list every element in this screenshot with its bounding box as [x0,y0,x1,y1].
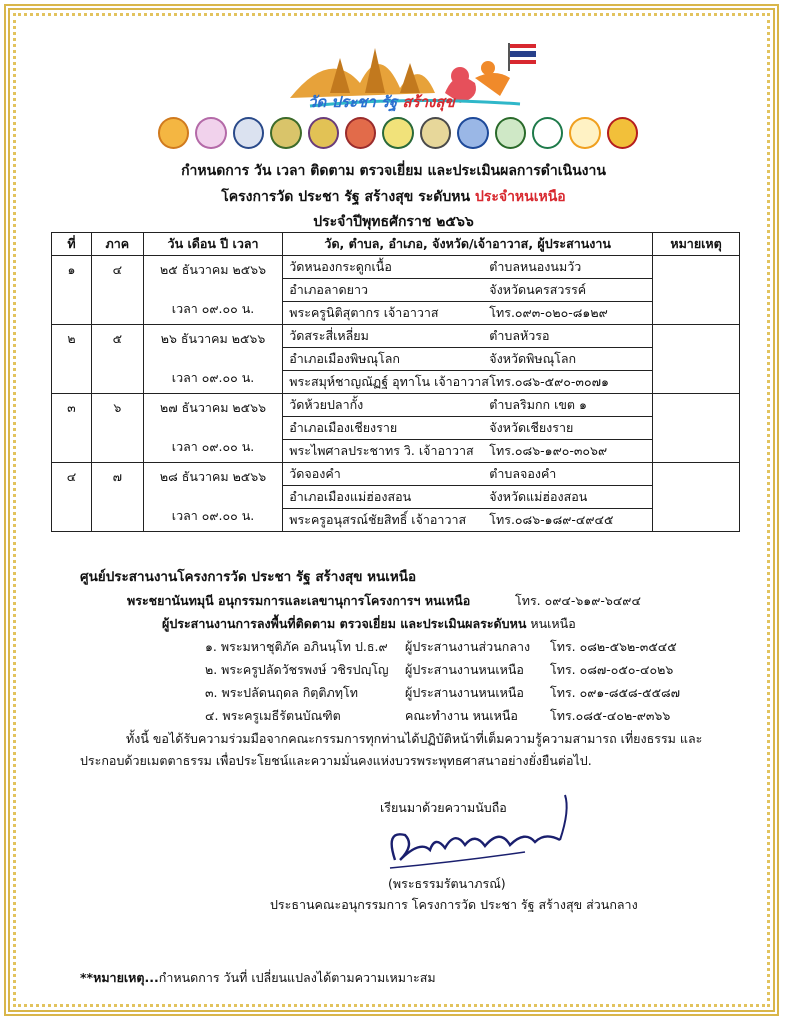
row-location-cell [283,256,653,325]
row-remark [653,394,740,463]
row-region: ๖ [91,394,143,463]
district: อำเภอเมืองเชียงราย [289,420,398,435]
footnote-text: กำหนดการ วันที่ เปลี่ยนแปลงได้ตามความเหมาะสม [158,970,436,985]
coordinator-name: ๓. พระปลัดนฤดล กิตฺติภทฺโท [205,685,358,700]
header-no: ที่ [52,233,92,256]
coordinator-phone: โทร. ๐๘๒-๕๖๒-๓๕๔๕ [550,639,677,654]
seal-logo [308,117,339,149]
logo-text [308,90,455,114]
logo-text-part1: วัด ประชา รัฐ [308,93,398,111]
temple-name: วัดหนองกระดูกเนื้อ [289,259,392,274]
seal-logo [382,117,413,149]
row-no: ๔ [52,463,92,532]
coordinator-heading-bold: ผู้ประสานงานการลงพื้นที่ติดตาม ตรวจเยี่ยม และประเมินผลระดับหน [162,616,527,631]
subdistrict: ตำบลหัวรอ [489,328,550,343]
row-no: ๑ [52,256,92,325]
table-row [52,325,740,394]
phone: โทร.๐๘๖-๑๘๙-๔๙๔๕ [489,512,614,527]
coordinator-heading-suffix: หนเหนือ [530,616,576,631]
secretary-line: พระชยานันทมุนี อนุกรรมการและเลขานุการโครงการฯ หนเหนือ [127,593,471,608]
province: จังหวัดพิษณุโลก [489,351,577,366]
phone: โทร.๐๘๖-๕๙๐-๓๐๗๑ [489,374,609,389]
row-date-cell [143,325,283,394]
row-date: ๒๘ ธันวาคม ๒๕๖๖ [159,469,267,484]
abbot: พระไพศาลประชาทร วิ. เจ้าอาวาส [289,443,474,458]
abbot: พระสมุห์ชาญณัฏฐ์ อุทาโน เจ้าอาวาส [289,374,489,389]
row-date-cell [143,463,283,532]
row-time: เวลา ๐๙.๐๐ น. [171,508,255,523]
row-date: ๒๖ ธันวาคม ๒๕๖๖ [160,331,266,346]
seal-logo [195,117,226,149]
row-remark [653,325,740,394]
row-location-cell [283,463,653,532]
temple-name: วัดสระสี่เหลี่ยม [289,328,369,343]
row-date: ๒๗ ธันวาคม ๒๕๖๖ [160,400,267,415]
coordinator-role: คณะทำงาน หนเหนือ [405,708,518,723]
doc-title-line1: กำหนดการ วัน เวลา ติดตาม ตรวจเยี่ยม และประเมินผลการดำเนินงาน [181,163,606,179]
coordinator-role: ผู้ประสานงานส่วนกลาง [405,639,531,654]
coordinator-phone: โทร.๐๘๕-๔๐๒-๙๓๖๖ [550,708,671,723]
header-remark: หมายเหตุ [653,233,740,256]
table-row [52,256,740,325]
row-region: ๕ [91,325,143,394]
row-time: เวลา ๐๙.๐๐ น. [171,439,255,454]
coordinator-phone: โทร. ๐๘๗-๐๕๐-๔๐๒๖ [550,662,674,677]
row-location-cell [283,325,653,394]
subdistrict: ตำบลจองคำ [489,466,557,481]
seal-logo [345,117,376,149]
header-location: วัด, ตำบล, อำเภอ, จังหวัด/เจ้าอาวาส, ผู้ประสานงาน [283,233,653,256]
row-location-cell [283,394,653,463]
doc-title-line3: ประจำปีพุทธศักราช ๒๕๖๖ [313,214,474,230]
center-title: ศูนย์ประสานงานโครงการวัด ประชา รัฐ สร้างสุข หนเหนือ [80,569,417,585]
row-date-cell [143,256,283,325]
respect-line: เรียนมาด้วยความนับถือ [380,800,507,815]
province: จังหวัดเชียงราย [489,420,574,435]
phone: โทร.๐๙๓-๐๒๐-๘๑๒๙ [489,305,608,320]
seal-logo [532,117,563,149]
doc-title-line2 [0,186,787,208]
row-date-cell [143,394,283,463]
row-remark [653,256,740,325]
coordinator-phone: โทร. ๐๙๑-๘๕๘-๕๕๘๗ [550,685,681,700]
abbot: พระครูอนุสรณ์ชัยสิทธิ์ เจ้าอาวาส [289,512,467,527]
doc-title-line2-prefix: โครงการวัด ประชา รัฐ สร้างสุข ระดับหน [221,189,471,205]
row-time: เวลา ๐๙.๐๐ น. [171,370,255,385]
footnote [80,968,436,988]
row-region: ๔ [91,256,143,325]
header-region: ภาค [91,233,143,256]
table-row [52,463,740,532]
coordinator-name: ๒. พระครูปลัดวัชรพงษ์ วชิรปญฺโญ [205,662,389,677]
partner-logos-row [158,117,638,149]
row-no: ๒ [52,325,92,394]
doc-title-highlight: ประจำหนเหนือ [474,189,566,205]
subdistrict: ตำบลหนองนมวัว [489,259,582,274]
province: จังหวัดนครสวรรค์ [489,282,587,297]
seal-logo [270,117,301,149]
seal-logo [607,117,638,149]
seal-logo [569,117,600,149]
province: จังหวัดแม่ฮ่องสอน [489,489,588,504]
coordinator-role: ผู้ประสานงานหนเหนือ [405,662,524,677]
seal-logo [495,117,526,149]
seal-logo [420,117,451,149]
phone: โทร.๐๘๖-๑๙๐-๓๐๖๙ [489,443,608,458]
temple-name: วัดจองคำ [289,466,341,481]
header-date: วัน เดือน ปี เวลา [143,233,283,256]
row-time: เวลา ๐๙.๐๐ น. [171,301,255,316]
coordinator-heading [162,614,576,634]
table-header-row [52,233,740,256]
temple-name: วัดห้วยปลากั้ง [289,397,364,412]
seal-logo [233,117,264,149]
district: อำเภอเมืองพิษณุโลก [289,351,400,366]
subdistrict: ตำบลริมกก เขต ๑ [489,397,587,412]
signature-image [375,790,595,885]
schedule-table [51,232,740,532]
district: อำเภอเมืองแม่ฮ่องสอน [289,489,412,504]
row-remark [653,463,740,532]
row-no: ๓ [52,394,92,463]
coordinator-role: ผู้ประสานงานหนเหนือ [405,685,524,700]
row-date: ๒๕ ธันวาคม ๒๕๖๖ [160,262,267,277]
coordinator-name: ๔. พระครูเมธีรัตนบัณฑิต [205,708,341,723]
logo-text-part2: สร้างสุข [402,93,455,111]
signer-position: ประธานคณะอนุกรรมการ โครงการวัด ประชา รัฐ สร้างสุข ส่วนกลาง [270,897,638,912]
footnote-label: **หมายเหตุ... [80,970,159,985]
signer-name: (พระธรรมรัตนาภรณ์) [388,876,506,891]
table-row [52,394,740,463]
row-region: ๗ [91,463,143,532]
secretary-phone: โทร. ๐๙๔-๖๑๙-๖๔๙๔ [515,593,641,608]
seal-logo [158,117,189,149]
district: อำเภอลาดยาว [289,282,368,297]
coordinator-name: ๑. พระมหาชุติภัค อภินนฺโท ป.ธ.๙ [205,639,388,654]
seal-logo [457,117,488,149]
closing-paragraph: ทั้งนี้ ขอได้รับความร่วมมือจากคณะกรรมการทุกท่านได้ปฏิบัติหน้าที่เต็มความรู้ความสามารถ เที่ยงธรรม และประกอบด้วยเมตตาธรรม เพื่อประโยชน์และความมั่นคงแห่งบวรพระพุทธศาสนาอย่างยั่งยืนต่อไป. [80,731,703,768]
abbot: พระครูนิติสุตากร เจ้าอาวาส [289,305,439,320]
